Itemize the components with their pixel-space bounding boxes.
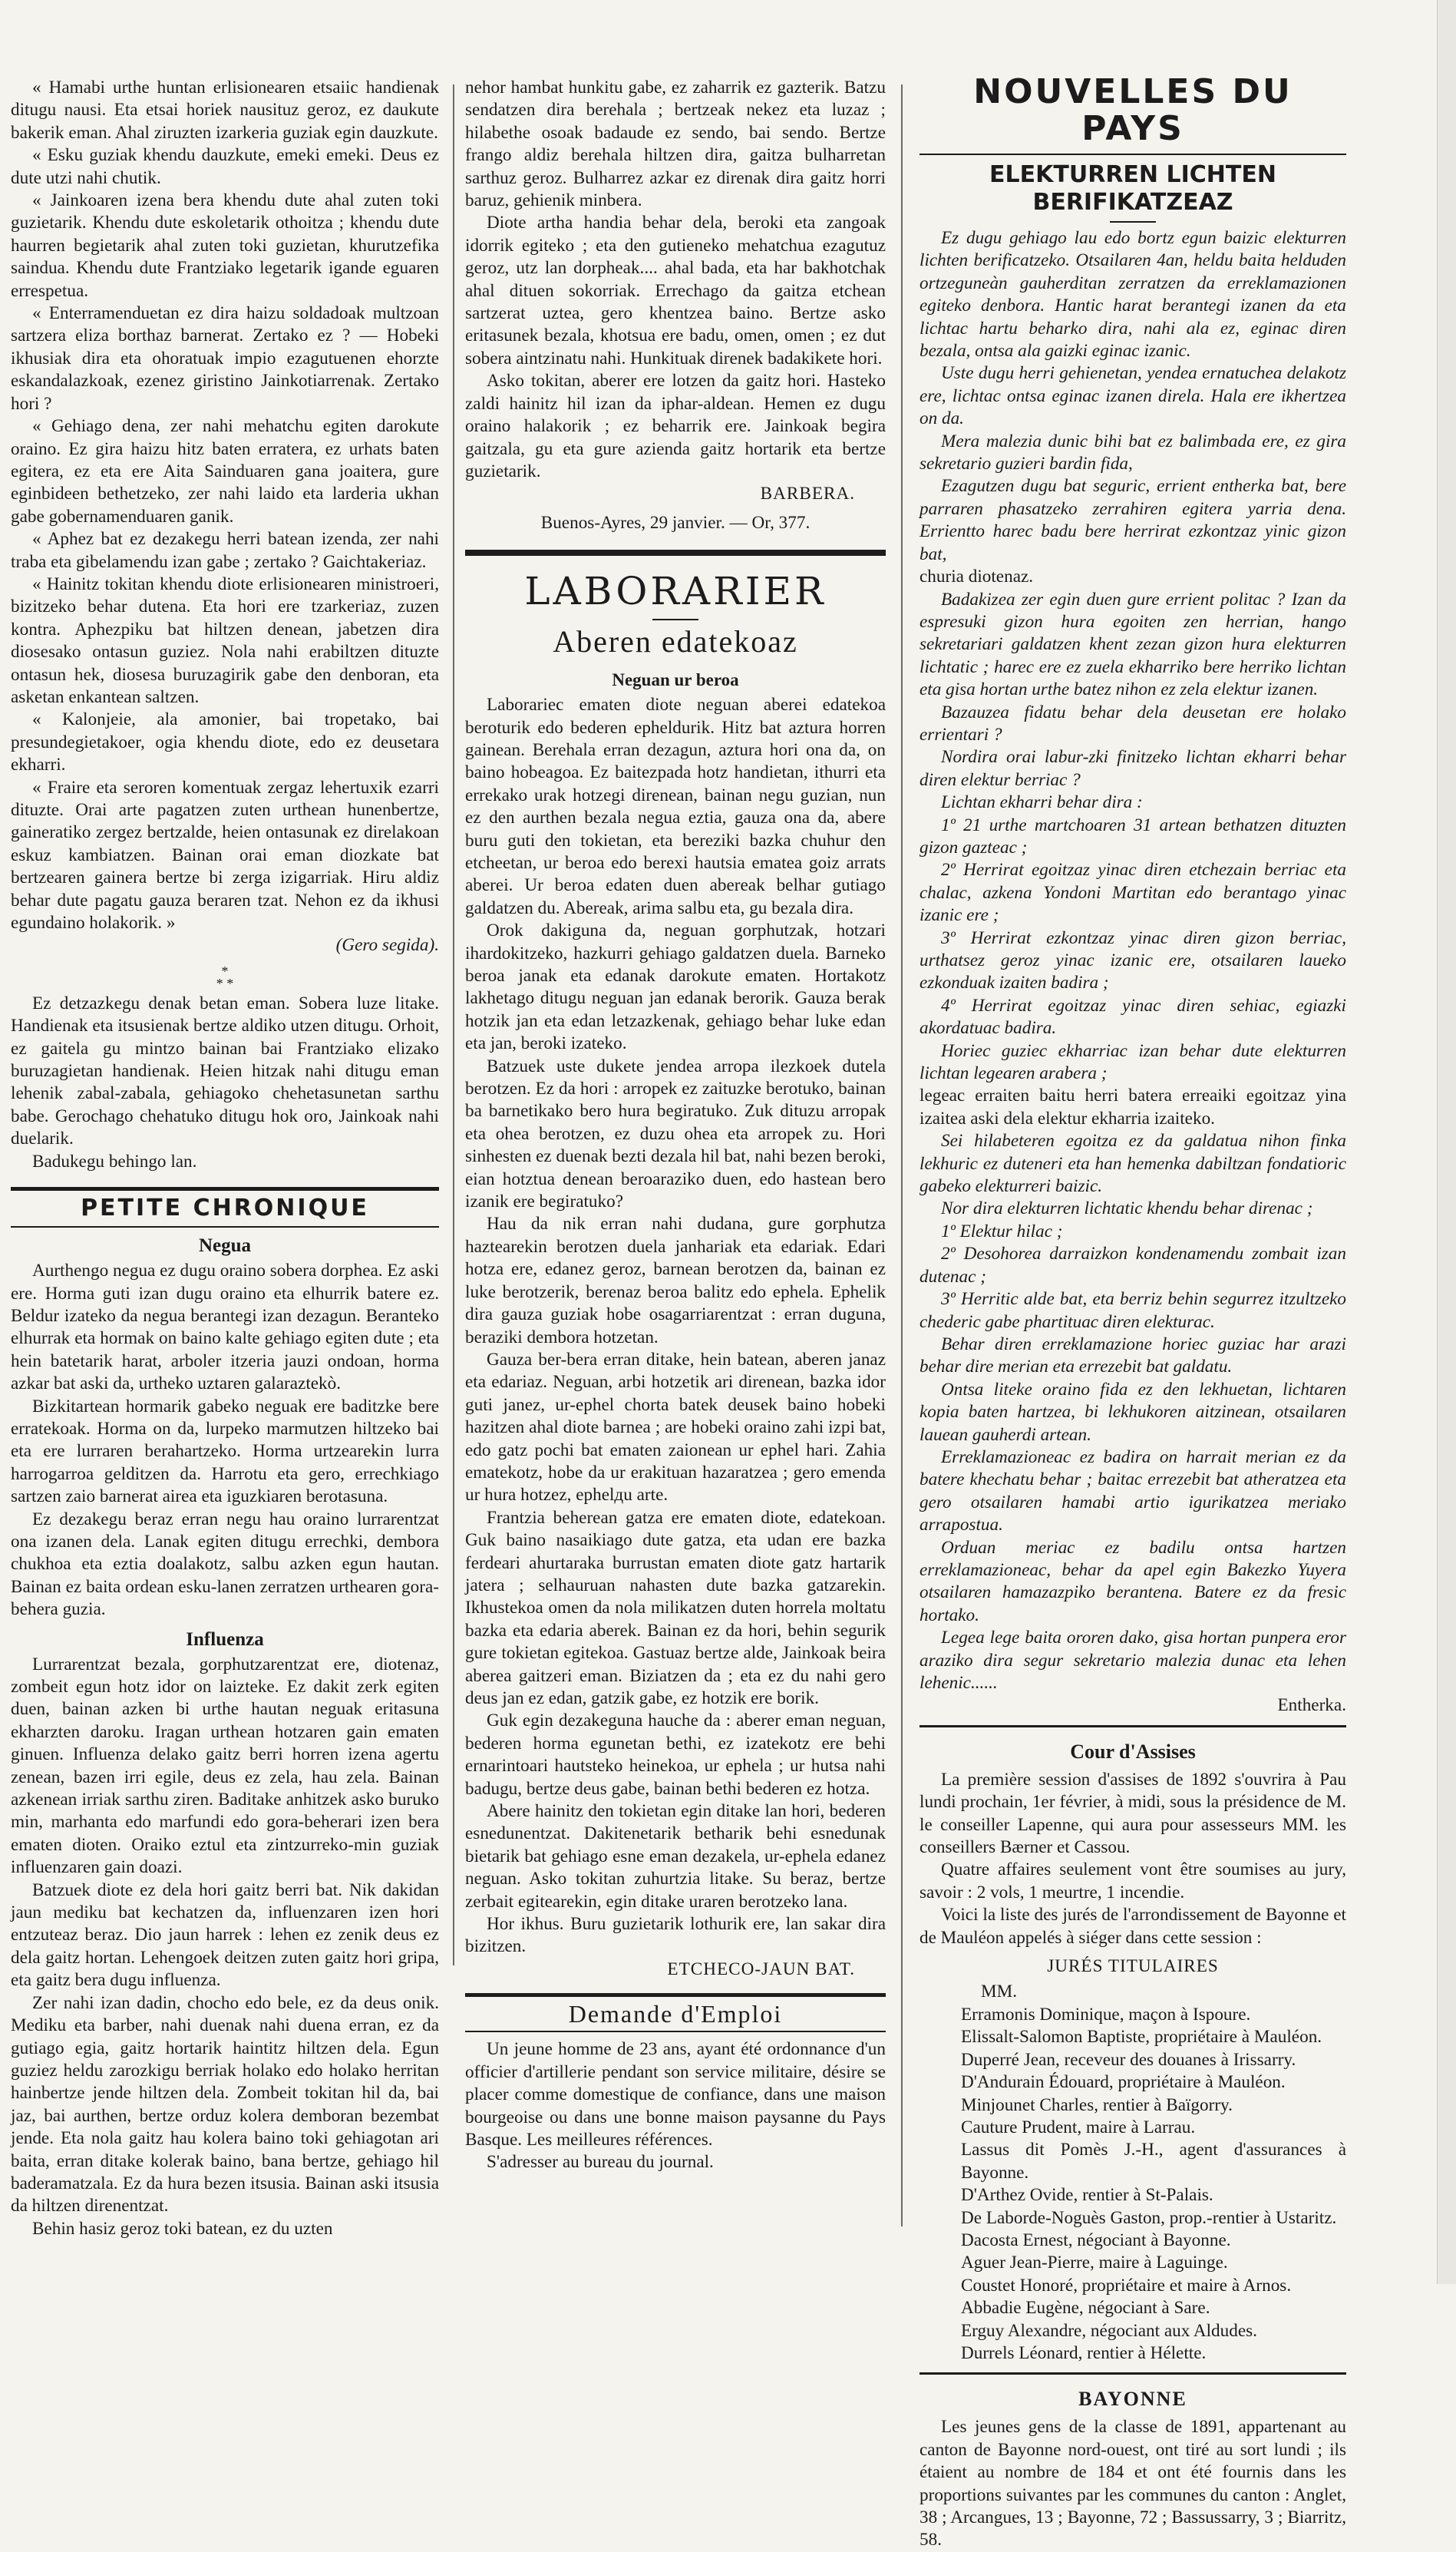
signature: ETCHECO-JAUN BAT. <box>667 1959 855 1979</box>
paragraph: Horiec guziec ekharriac izan behar dute elekturren lichtan legearen arabera ; <box>919 1040 1346 1084</box>
paragraph: Batzuek diote ez dela hori gaitz berri bat. Nik dakidan jaun mediku bat kechatzen da, influenzaren izen hori entzuteaz beraz. Dio jaun harrek : lehen ez zenik deus ez dela gaitz hortan. Lehengoek deitzen zuten gaitz hori gripa, eta gaitz bera dugu influenza. <box>11 1879 439 1991</box>
list-item: Durrels Léonard, rentier à Hélette. <box>961 2342 1207 2363</box>
subheading-negua: Negua <box>198 1235 252 1257</box>
paragraph: Hor ikhus. Buru guzietarik lothurik ere, lan sakar dira bizitzen. <box>465 1914 886 1957</box>
list-item: Duperré Jean, receveur des douanes à Irissarry. <box>961 2049 1296 2070</box>
paragraph: « Hamabi urthe huntan erlisionearen etsaiic handienak ditugu nausi. Eta etsai horiek nausituz geroz, ez daukute bakerik eman. Ahal ziruzten izarkeria guziak egin dauzkute. <box>11 78 439 143</box>
paragraph: « Kalonjeie, ala amonier, bai tropetako, bai presundegietakoer, ogia khendu diote, edo ez deusetara ekharri. <box>11 709 439 775</box>
paragraph: Ontsa liteke oraino fida ez den lekhuetan, lichtaren kopia baten hartzea, bi lekhukoren aitzinean, otsailaren lauean gauherdi artean. <box>919 1379 1346 1445</box>
signature: Entherka. <box>1277 1695 1346 1716</box>
paragraph: Badakizea zer egin duen gure errient politac ? Izan da espresuki gizon hura egoiten zen herrian, hango sekretariari galdatzen khent zezan gizon hura elekturren lichtatic ; harec ere ez zuela ekharriko bere herriko lichtan eta gisa hortan urthe batez nihon ez zela elektur izanen. <box>919 589 1346 700</box>
article-title: Aberen edatekoaz <box>553 624 798 659</box>
paragraph: Lurrarentzat bezala, gorphutzarentzat ere, diotenaz, zombeit egun hotz idor on laizteke. Ez dakit zerk egiten duen, bainan azken bi urthe hautan neguak eritasuna ekharzten daroku. Iragan urthean hotzaren gain ematen ginuen. Influenza delako gaitz berri horren izena agertu zenean, bazen irri egile, deus ez zela, hau zela. Bainan azkenean irriak sarthu ziren. Baditake anhitzek asko buruko min, marhanta edo marfundi edo gora-beherari izen bera ematen dioten. Oraiko eztul eta zintzurreko-min guziak influenzaren gain doazi. <box>11 1654 439 1878</box>
paragraph: La première session d'assises de 1892 s'ouvrira à Pau lundi prochain, 1er février, à midi, sous la présidence de M. le conseiller Lapenne, qui aura pour assesseurs MM. les conseillers Bærner et Cassou. <box>919 1769 1346 1858</box>
title-rule <box>652 619 698 620</box>
list-item: De Laborde-Noguès Gaston, prop.-rentier à Ustaritz. <box>961 2207 1337 2228</box>
paragraph: Les jeunes gens de la classe de 1891, appartenant au canton de Bayonne nord-ouest, ont tiré au sort lundi ; ils étaient au nombre de 184 et ont été fournis dans les proportions suivantes par les communes du canton : Anglet, 38 ; Arcangues, 13 ; Bayonne, 72 ; Bassussarry, 3 ; Biarritz, 58. <box>919 2417 1346 2550</box>
paragraph: « Enterramenduetan ez dira haizu soldadoak multzoan sartzera eliza borthaz barnerat. Zertako ez ? — Hobeki ikhusiak dira eta ohoratuak impio ezagutuenen ehorzte eskandalazkoak, ezenez giristino Jainkotiarrenak. Zertako hori ? <box>11 303 439 414</box>
paragraph: Nor dira elekturren lichtatic khendu behar direnac ; <box>941 1198 1313 1219</box>
list-item: Lassus dit Pomès J.-H., agent d'assurances à Bayonne. <box>961 2140 1346 2183</box>
paragraph: Lichtan ekharri behar dira : <box>941 792 1143 813</box>
column-rule-1 <box>453 84 454 1965</box>
article-title: ELEKTURREN LICHTEN BERIFIKATZEAZ <box>919 154 1346 217</box>
paragraph: Ez dugu gehiago lau edo bortz egun baizic elekturren lichten berificatzeko. Otsailaren 4an, heldu baita helduden ortzeguneàn gauherditan zerratzen da erreklamazionen egiteko denbora. Hantic harat berantegi izanen da eta lichtac hartu beharko dira, nahi ala ez, eginac diren bezala, ontsa ala gaizki eginac izanic. <box>919 228 1346 362</box>
section-title-laborarier: LABORARIER <box>465 550 886 613</box>
list-item: Minjounet Charles, rentier à Baïgorry. <box>961 2094 1233 2115</box>
paragraph: Ez dezakegu beraz erran negu hau oraino lurrarentzat ona izanen dela. Lanak egiten ditugu errechki, dembora chukhoa eta eztia doalakotz, salbu azken egun hautan. Bainan ez baita ordean esku-lanen zerratzen urthearen gora-behera guzia. <box>11 1509 439 1620</box>
paragraph: Gauza ber-bera erran ditake, hein batean, aberen janaz eta edariaz. Neguan, arbi hotzetik ari direnean, bazka idor guti janez, ur-ephel chorta batek deusek baino hobeki hazitzen ahal diote barnea ; are hobeki oraino zahi izpi bat, edo gatz pochi bat ematen zaionean ur ephel hari. Zahia ematekotz, hobe da ur erakituan hazaratzea ; gero emenda ur hura hotzez, ephelдu arte. <box>465 1349 886 1506</box>
paragraph: « Aphez bat ez dezakegu herri batean izenda, zer nahi traba eta gibelamendu izan gabe ; zertako ? Gaichtakeriaz. <box>11 529 439 572</box>
paragraph: Mera malezia dunic bihi bat ez balimbada ere, ez gira sekretario guzieri bardin fida, <box>919 431 1346 474</box>
paragraph: Legea lege baita ororen dako, gisa hortan punpera eror araziko dira segur sekretario malezia dunac eta lehen lehenic...... <box>919 1628 1346 1693</box>
list-item: 3º Herrirat ezkontzaz yinac diren gizon berriac, urthatsez geroz yinac izanic ere, otsailaren laueko ezkonduak izaiten badira ; <box>919 927 1346 993</box>
paragraph: Erreklamazioneac ez badira on harrait merian ez da batere khechatu behar ; baitac errezebit bat atheratzea eta gero otsailaren hamabi artio igurikatzea meriako arrapostua. <box>919 1446 1346 1535</box>
dateline: Buenos-Ayres, 29 janvier. — Or, 377. <box>540 512 811 533</box>
paragraph: Ezagutzen dugu bat seguric, errient entherka bat, bere parraren phasatzeko zerrahiren egitera yarria dena. Errientto harec badu bere herrirat ezkontzaz yinic gizon bat, <box>919 476 1346 564</box>
title-rule <box>1110 221 1156 223</box>
paragraph: Orok dakiguna da, neguan gorphutzak, hotzari ihardokitzeko, hazkurri gehiago galdatzen duela. Barneko beroa janak eta edanak darokute ematen. Hortakotz lakhetago ditugu neguan jan edanak berorik. Gauza berak hotzik jan eta edan letzazkenak, gehiago behar luke edan eta jan, beroki izateko. <box>465 921 886 1054</box>
paragraph: Voici la liste des jurés de l'arrondissement de Bayonne et de Mauléon appelés à siéger dans cette session : <box>919 1905 1346 1948</box>
paragraph: Badukegu behingo lan. <box>32 1151 197 1172</box>
list-item: D'Arthez Ovide, rentier à St-Palais. <box>961 2185 1213 2206</box>
paragraph: « Fraire eta seroren komentuak zergaz lehertuxik ezarri dituzte. Orai arte pagatzen zuten urthean hunenbertze, gaineratiko zergez bertzalde, heien ontasunak ez direlakoan eskuz kambiatzen. Bainan orai eman diozkate bat bertzearen gainera bertze bi zerga izigarriak. Hiru aldiz behar dute pagatu gauza beraren tzat. Nehon ez da ikhusi egundaino holakorik. » <box>11 777 439 934</box>
list-item: Erguy Alexandre, négociant aux Aldudes. <box>961 2320 1257 2341</box>
paragraph: Behar diren erreklamazione horiec guziac har arazi behar dire merian eta errezebit bat galdatu. <box>919 1334 1346 1377</box>
paragraph: Un jeune homme de 23 ans, ayant été ordonnance d'un officier d'artillerie pendant son service militaire, désire se placer comme domestique de confiance, dans une maison bourgeoise ou dans une bonne maison paysanne du Pays Basque. Les meilleures références. <box>465 2039 886 2150</box>
list-item: 3º Herritic alde bat, eta berriz behin segurrez itzultzeko chederic gabe phartituac diren elekturac. <box>919 1289 1346 1332</box>
paragraph: Bizkitartean hormarik gabeko neguak ere baditzke bere erratekoak. Horma on da, lurpeko marmutzen hiltzeko bai eta ere lurraren berahartzeko. Horma urtzearekin lurra harrogarroa gelditzen da. Harrotu eta gero, errechkiago sartzen zaio barnerat airea eta iguzkiaren berotasuna. <box>11 1396 439 1507</box>
section-rule <box>919 2372 1346 2375</box>
list-item: Coustet Honoré, propriétaire et maire à Arnos. <box>961 2275 1292 2296</box>
paragraph: Aurthengo negua ez dugu oraino sobera dorphea. Ez aski ere. Horma guti izan dugu oraino eta elhurrik batere ez. Beldur izateko da negua berantegi izan dezagun. Beranteko elhurrak eta hormak on baino kalte gehiago egiten dute ; eta hein batetarik harat, arboler itzeria jauzi ondoan, horma azkar bat aski da, urtheko uztaren galaraztekò. <box>11 1261 439 1394</box>
section-title-nouvelles-du-pays: NOUVELLES DU PAYS <box>973 72 1293 148</box>
article-subheading: Neguan ur beroa <box>612 670 739 690</box>
paragraph: Diote artha handia behar dela, beroki eta zangoak idorrik egiteko ; eta den gutieneko mehatchua ezagutuz geroz, utz lan dorpheak.... ahal bada, eta har bakhotchak ahal dituen sokorriak. Errechago da gaitza etchean sartzerat uztea, gero khentzea baino. Bertze asko eritasunek bezala, khotsua ere badu, omen, omen ; ez dut sobera aintzinatu nahi. Hunkituak direnek badakikete hori. <box>465 213 886 369</box>
column-3 <box>919 74 1346 2552</box>
paragraph: nehor hambat hunkitu gabe, ez zaharrik ez gazterik. Batzu sendatzen dira berehala ; bertzeak nekez eta luzaz ; hilabethe osoak badaude ez sendo, bai sendo. Bertze frango aldiz berehala hiltzen dira, gaitza bulharretan sarthuz geroz. Bulharrez azkar ez direnak dira gaitz horri baruz, gehienik minbera. <box>465 78 886 211</box>
paragraph: « Jainkoaren izena bera khendu dute ahal zuten toki guzietarik. Khendu dute eskoletarik othoitza ; khendu dute haurren begietarik ahal zuten toki guzietan, khurutzefika saindua. Khendu dute Frantziako legetarik igande eguaren errespetua. <box>11 190 439 301</box>
paragraph: Behin hasiz geroz toki batean, ez du uzten <box>32 2218 333 2239</box>
list-item: Abbadie Eugène, négociant à Sare. <box>961 2298 1210 2319</box>
list-item: Erramonis Dominique, maçon à Ispoure. <box>961 2004 1251 2025</box>
paragraph: « Hainitz tokitan khendu diote erlisionearen ministroeri, bizitzeko behar dutena. Eta hori ere tzarkeriaz, zuzen kontra. Aphezpiku bat hiltzen denean, jabetzen dira diosesako ontasun guziez. Nola nahi erabiltzen dituzte ontasun hek, diosesa buruzagirik gabe den denboran, eta asketan enkantean saltzen. <box>11 574 439 707</box>
paragraph: legeac erraiten baitu herri batera erreaiki egoitzaz yina izaitea aski dela elektur ekharria izaiteko. <box>919 1086 1346 1129</box>
list-item: Dacosta Ernest, négociant à Bayonne. <box>961 2230 1231 2250</box>
article-continuation <box>11 77 439 957</box>
list-item: 1º Elektur hilac ; <box>941 1221 1063 1241</box>
section-title-bayonne: BAYONNE <box>1078 2388 1187 2411</box>
list-item: Elissalt-Salomon Baptiste, propriétaire à Mauléon. <box>961 2027 1322 2048</box>
subheading-influenza: Influenza <box>186 1628 264 1650</box>
page-edge <box>1437 0 1456 2284</box>
list-item: Aguer Jean-Pierre, maire à Laguinge. <box>961 2253 1228 2273</box>
subheading-jures: JURÉS TITULAIRES <box>1047 1956 1219 1977</box>
section-rule <box>919 1725 1346 1727</box>
paragraph: Bazauzea fidatu behar dela deusetan ere holako errientari ? <box>919 702 1346 745</box>
paragraph: « Gehiago dena, zer nahi mehatchu egiten darokute oraino. Ez gira haizu hitz baten erratera, ez urhats baten egitera, ez eta ere Aita Sainduaren gana joaitera, gure eginbideen bethetzeko, zer nahi laido eta larderia ukhan gabe gobernamenduaren ganik. <box>11 416 439 527</box>
list-item: Cauture Prudent, maire à Larrau. <box>961 2117 1196 2137</box>
paragraph: Orduan meriac ez badilu ontsa hartzen erreklamazioneac, behar da apel egin Bakezko Yuyera otsailaren hamazazpiko berantena. Batere ez da fresic hortako. <box>919 1537 1346 1625</box>
list-item: 4º Herrirat egoitzaz yinac diren sehiac, egiazki akordatuac badira. <box>919 995 1346 1039</box>
paragraph: Zer nahi izan dadin, chocho edo bele, ez da deus onik. Mediku eta barber, nahi duenak nahi duena erran, ez da gutiago egia, gaitz hortarik haintitz hiltzen dela. Egun guziez heldu zarozkigu berriak holako edo holako herritan hainbertze jende hiltzen dela. Zombeit tokitan hil da, bai jaz, bai aurthen, bertze orduz kolera demboran bezembat jende. Eta nola gaitz hau kolera baino toki gehiagotan ari baita, erran ditake kolerak baino, bana bertze, gehiago hil baderamatzala. Ez da hura bezen itsusia. Bainan aski itsusia da hiltzen direnentzat. <box>11 1992 439 2216</box>
paragraph: Batzuek uste dukete jendea arropa ilezkoek dutela berotzen. Ez da hori : arropek ez zaituzke berotuko, bainan ba barnetikako bero hura begiratuko. Zuk dituzu arropak eta ohea berotzen, ez duzu ohea eta arropek zu. Hori sinhesten ez duenak bezti dezala hil bat, nahi bezen beroki, eian hotztua denean beroaraziko duen, edo hastean bero izanik ere begiratuko? <box>465 1056 886 1212</box>
paragraph: Asko tokitan, aberer ere lotzen da gaitz hori. Hasteko zaldi hainitz hil izan da iphar-aldean. Hemen ez dugu oraino halakorik ; ez beharrik ere. Jainkoak begira gaitzala, gu eta gure azienda gaitz hortarik eta bertze guzietarik. <box>465 371 886 481</box>
signature: BARBERA. <box>760 484 855 504</box>
paragraph: Uste dugu herri gehienetan, yendea ernatuchea delakotz ere, lichtac ontsa eginac izanen direla. Hala ere ikhertzea on da. <box>919 363 1346 429</box>
section-title-demande-emploi: Demande d'Emploi <box>465 1993 886 2032</box>
list-item: 1º 21 urthe martchoaren 31 artean bethatzen dituzten gizon gazteac ; <box>919 815 1346 858</box>
section-title-petite-chronique: PETITE CHRONIQUE <box>11 1187 439 1228</box>
column-rule-2 <box>901 84 903 2226</box>
paragraph: churia diotenaz. <box>919 567 1034 587</box>
list-item: D'Andurain Édouard, propriétaire à Mauléon. <box>961 2072 1286 2093</box>
paragraph: Sei hilabeteren egoitza ez da galdatua nihon finka lekhuric ez duteneri eta han hemenka dabiltzan fondatioric gabeko elekturreri baizic. <box>919 1131 1346 1197</box>
continuation-note: (Gero segida). <box>335 935 439 956</box>
salutation: MM. <box>981 1982 1018 2002</box>
column-2 <box>465 77 886 2174</box>
paragraph: Laborariec ematen diote neguan aberei edatekoa beroturik edo bederen epheldurik. Hitz bat aztura horren gainean. Berehala erran dezagun, aztura hori ona da, on baino hobeagoa. Ez baitezpada hotz handietan, ithurri eta errekako urak hotzegi direnean, bainan negu guzian, nun ez den aurthen bezala negua eztia, gauza ona da, abere buru guti den tokietan, eta bereziki bazka chuhur den etcheetan, ur beroa edo berexi hautsia ematea goiz arrats aberei. Ur beroa edaten duen aberеak belhar gutiago galdatzen du. Abereak, arima salbu eta, gu bezala dira. <box>465 695 886 918</box>
paragraph: Abere hainitz den tokietan egin ditake lan hori, bederen esnedunentzat. Dakitenetarik betharik behi esnedunak bietarik bat gehiago esne eman dezakela, ur-ephela edanez neguan. Asko tokitan zuhurtzia litake. Su beraz, bertze zerbait egitearekin, egin ditake uraren berotzeko lana. <box>465 1801 886 1912</box>
separator-asterisks: * * * <box>216 963 234 991</box>
paragraph: Guk egin dezakeguna hauche da : aberer eman neguan, bederen horma egunetan bethi, ez izatekotz ere behi ernarintoari hautsteko heinekoa, ur ephela ; ur hutsa nahi badugu, bertze deus gabe, bainan bethi bederen ez hotza. <box>465 1711 886 1799</box>
paragraph: S'adresser au bureau du journal. <box>487 2152 714 2173</box>
section-title-cour-assises: Cour d'Assises <box>1070 1740 1196 1763</box>
jury-list <box>919 2004 1346 2365</box>
column-1 <box>11 77 439 2240</box>
paragraph: Frantzia beherean gatza ere ematen diote, edatekoan. Guk baino nasaikiago dute gatza, eta udan ere bazka ferdeari ahurtaraka burrustan ematen diote gatz hartarik jatera ; selhauruan nahasten dute bazka gatzarekin. Ikhustekoa omen da nola milikatzen duten horrela moltatu bazka eta edaria aberek. Bainan ez da hori, behin segurik gure tokietan egitekoa. Gastuaz bertze alde, Jainkoak beira aberea gaitzeri eman. Biziatzen da ; eta ez du nahi gero deus jan ez edan, gatzik gabe, ez hotzik ere borik. <box>465 1507 886 1708</box>
paragraph: Quatre affaires seulement vont être soumises au jury, savoir : 2 vols, 1 meurtre, 1 incendie. <box>919 1859 1346 1902</box>
list-item: 2º Herrirat egoitzaz yinac diren etchezain berriac eta chalac, azkenа Yondoni Martitan edo berantago yinac izanic ere ; <box>919 860 1346 926</box>
paragraph: Ez detzazkegu denak betan eman. Sobera luze litake. Handienak eta itsusienak bertze aldiko utzen ditugu. Orhoit, ez gaitela gu mintzo bainan bai Frantziako elizako buruzagietan handienak. Heien hitzak nahi ditugu eman lehenik zabal-zabala, gehiagoko chehetasunetan sarthu babe. Gerochago chehatuko ditugu hok oro, Jainkoak nahi duelarik. <box>11 993 439 1149</box>
paragraph: Nordira orai labur-zki finitzeko lichtan ekharri behar diren elektur berriac ? <box>919 747 1346 790</box>
paragraph: « Esku guziak khendu dauzkute, emeki emeki. Deus ez dute utzi nahi chutik. <box>11 145 439 188</box>
list-item: 2º Desohorea darraizkon kondenamendu zombait izan dutenac ; <box>919 1244 1346 1287</box>
paragraph: Hau da nik erran nahi dudana, gure gorphutza haztearekin berotzen duela janhariak eta edariak. Edari hotza ere, edanez geroz, barnean berotzen da, bainan ez luke berotzerik, berenaz beroa balitz edo ephela. Ephelik dira gauza guziak hobe osagarriarentzat : erran duguna, beraziki dembora hotzetan. <box>465 1214 886 1347</box>
